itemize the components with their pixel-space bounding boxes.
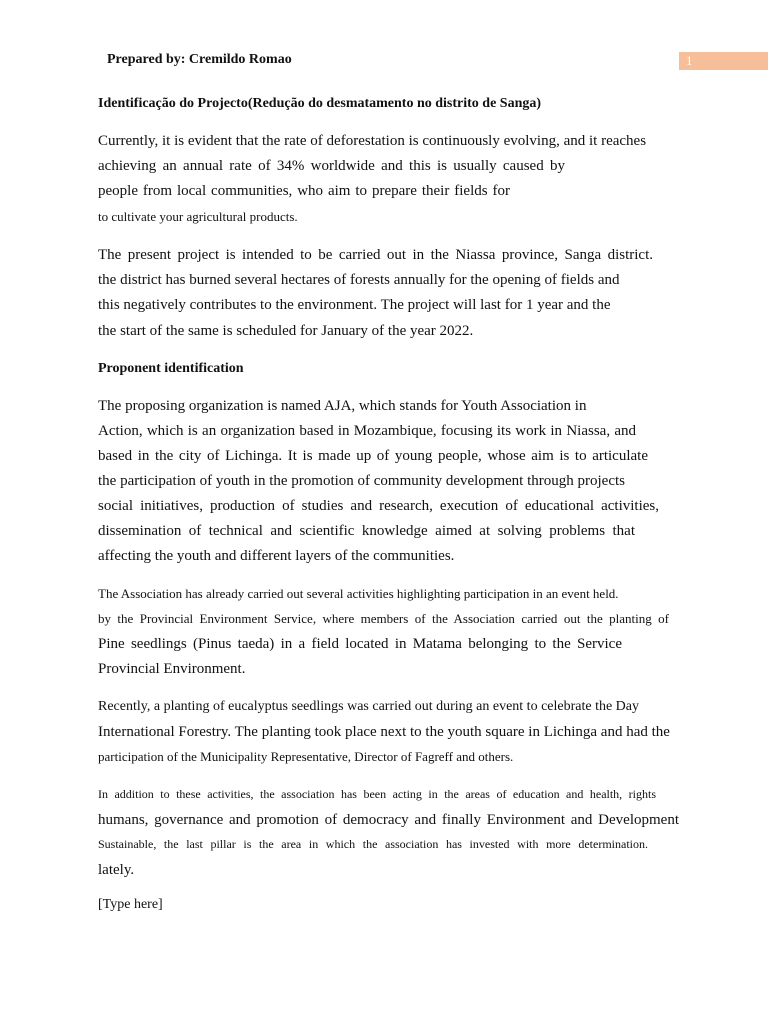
paragraph-line: achieving an annual rate of 34% worldwide and this is usually caused by: [98, 158, 565, 174]
paragraph-line: affecting the youth and different layers of the communities.: [98, 548, 455, 564]
paragraph-line: the district has burned several hectares of forests annually for the opening of fields and: [98, 272, 620, 288]
type-here-placeholder[interactable]: [Type here]: [98, 897, 163, 912]
paragraph-line: dissemination of technical and scientific knowledge aimed at solving problems that: [98, 523, 635, 539]
paragraph-line: humans, governance and promotion of democracy and finally Environment and Development: [98, 812, 679, 828]
paragraph-line: participation of the Municipality Representative, Director of Fagreff and others.: [98, 749, 514, 764]
paragraph-line: Recently, a planting of eucalyptus seedlings was carried out during an event to celebrate the Day: [98, 699, 640, 714]
paragraph-line: The present project is intended to be carried out in the Niassa province, Sanga district.: [98, 247, 653, 263]
paragraph-line: the participation of youth in the promotion of community development through projects: [98, 473, 625, 489]
prepared-by-header: Prepared by: Cremildo Romao: [107, 52, 292, 67]
paragraph-line: International Forestry. The planting took place next to the youth square in Lichinga and had the: [98, 724, 670, 740]
paragraph-line: by the Provincial Environment Service, where members of the Association carried out the planting of: [98, 611, 669, 626]
paragraph-line: the start of the same is scheduled for January of the year 2022.: [98, 323, 474, 339]
paragraph-line: this negatively contributes to the environment. The project will last for 1 year and the: [98, 297, 611, 313]
paragraph-line: social initiatives, production of studies and research, execution of educational activities,: [98, 498, 659, 514]
paragraph-line: lately.: [98, 862, 135, 878]
paragraph-line: The proposing organization is named AJA, which stands for Youth Association in: [98, 398, 587, 414]
paragraph-line: Action, which is an organization based in Mozambique, focusing its work in Niassa, and: [98, 423, 636, 439]
paragraph-line: Provincial Environment.: [98, 661, 246, 677]
paragraph-line: In addition to these activities, the association has been acting in the areas of education and health, rights: [98, 787, 656, 801]
proponent-identification-heading: Proponent identification: [98, 361, 244, 376]
paragraph-line: people from local communities, who aim to prepare their fields for: [98, 183, 510, 199]
project-identification-heading: Identificação do Projecto(Redução do desmatamento no distrito de Sanga): [98, 96, 542, 111]
paragraph-line: based in the city of Lichinga. It is made up of young people, whose aim is to articulate: [98, 448, 648, 464]
paragraph-line: Pine seedlings (Pinus taeda) in a field located in Matama belonging to the Service: [98, 636, 622, 652]
paragraph-line: to cultivate your agricultural products.: [98, 209, 298, 224]
paragraph-line: Sustainable, the last pillar is the area in which the association has invested with more determination.: [98, 837, 648, 851]
paragraph-line: The Association has already carried out several activities highlighting participation in an event held.: [98, 586, 619, 601]
page-number-badge: 1: [679, 52, 768, 70]
paragraph-line: Currently, it is evident that the rate of deforestation is continuously evolving, and it reaches: [98, 133, 647, 149]
